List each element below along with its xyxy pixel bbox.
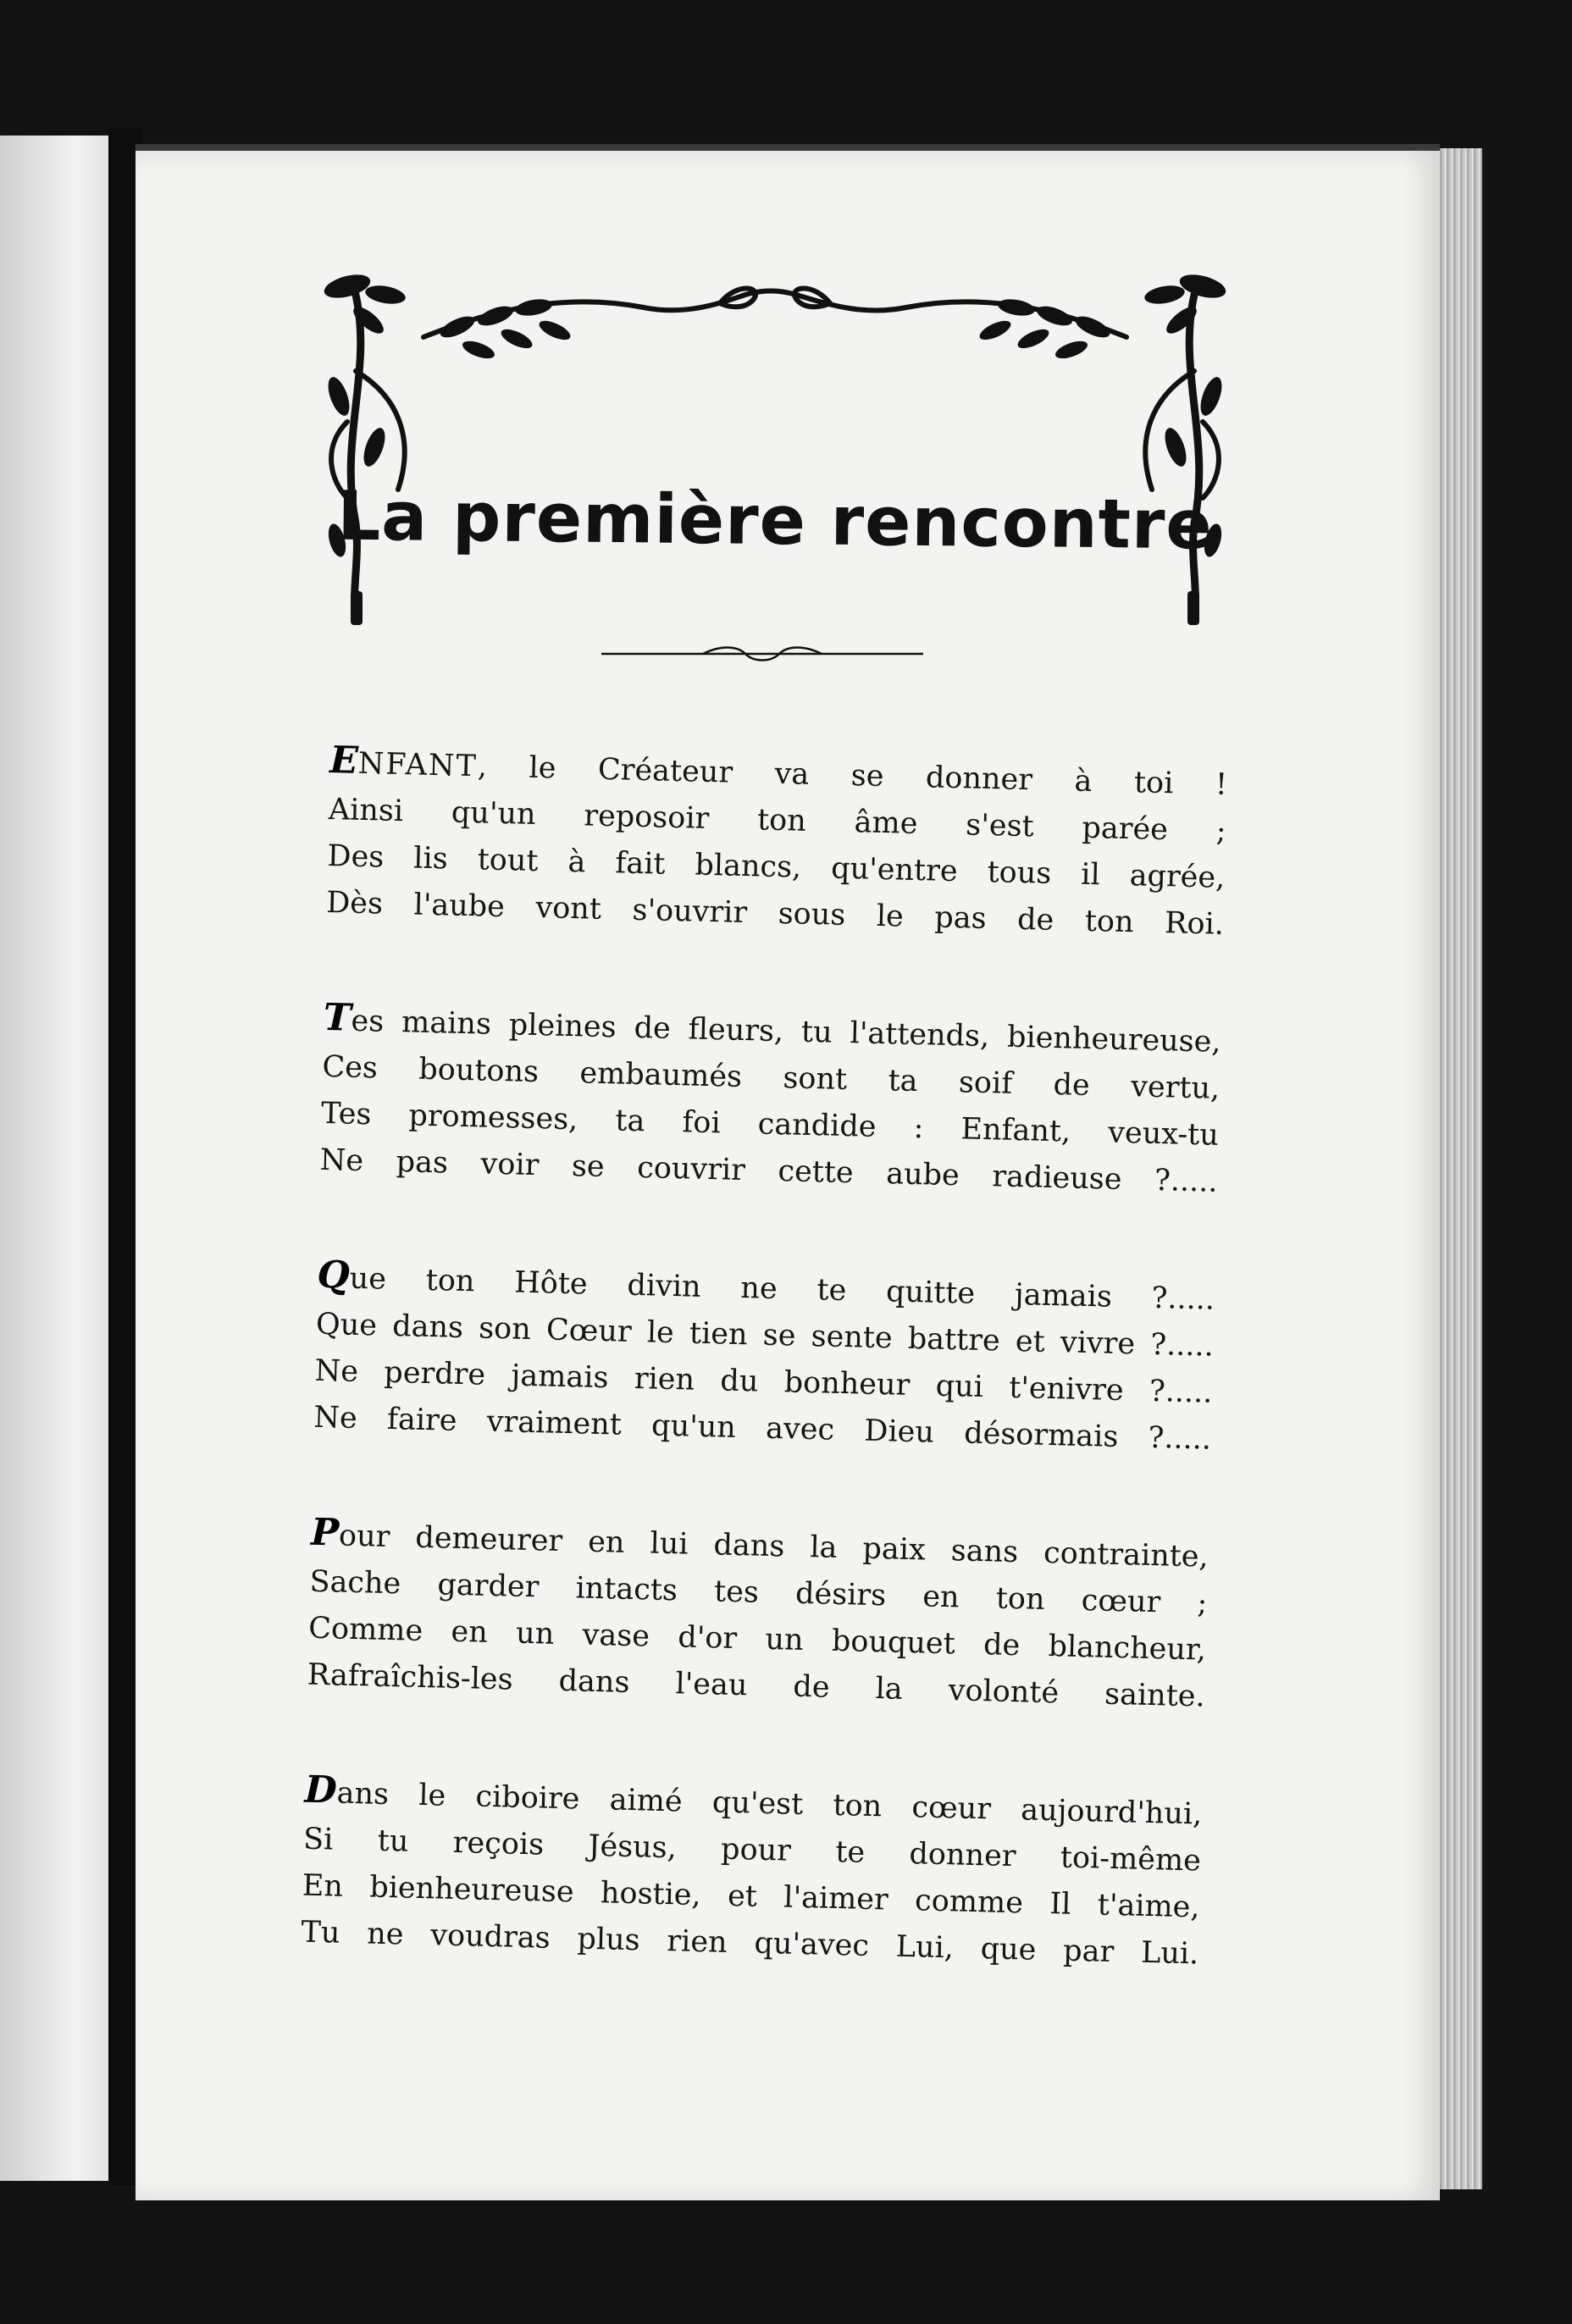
- stanza-1: [326, 737, 1228, 949]
- stanza-4: [307, 1509, 1209, 1721]
- drop-cap: T: [323, 995, 352, 1040]
- poem-line: Ne pas voir se couvrir cette aube radieuse ?.....: [319, 1143, 1218, 1199]
- poem-line: Sache garder intacts tes désirs en ton cœur ;: [309, 1564, 1208, 1621]
- stanza-5: [301, 1767, 1203, 1978]
- poem-line: Si tu reçois Jésus, pour te donner toi-même: [302, 1822, 1202, 1879]
- poem-line: Dès l'aube vont s'ouvrir sous le pas de ton Roi.: [325, 885, 1225, 942]
- poem-line: Tes promesses, ta foi candide : Enfant, veux-tu: [320, 1096, 1220, 1153]
- poem-line: Ne perdre jamais rien du bonheur qui t'enivre ?.....: [314, 1353, 1213, 1410]
- drop-cap: P: [310, 1510, 340, 1555]
- small-caps-lead: NFANT: [357, 746, 479, 784]
- poem-line: Des lis tout à fait blancs, qu'entre tous il agrée,: [327, 838, 1226, 895]
- drop-cap: E: [329, 738, 359, 783]
- poem-line: ENFANT, le Créateur va se donner à toi !: [329, 738, 1228, 802]
- poem-line: Rafraîchis-les dans l'eau de la volonté sainte.: [307, 1657, 1206, 1714]
- stanza-2: [319, 994, 1221, 1206]
- poem-line: Pour demeurer en lui dans la paix sans contrainte,: [310, 1510, 1209, 1574]
- poem-line: En bienheureuse hostie, et l'aimer comme Il t'aime,: [302, 1868, 1201, 1925]
- floral-ornament-frame: [322, 269, 1228, 625]
- ornamental-divider: [601, 645, 923, 662]
- poem-line: Que ton Hôte divin ne te quitte jamais ?.....: [316, 1253, 1215, 1317]
- poem: [299, 737, 1228, 2045]
- poem-line: Comme en un vase d'or un bouquet de blancheur,: [307, 1611, 1207, 1668]
- poem-line: Dans le ciboire aimé qu'est ton cœur aujourd'hui,: [303, 1768, 1203, 1832]
- poem-line: Tes mains pleines de fleurs, tu l'attends, bienheureuse,: [323, 995, 1221, 1060]
- poem-line: Que dans son Cœur le tien se sente battre et vivre ?.....: [315, 1307, 1215, 1364]
- drop-cap: Q: [316, 1253, 351, 1298]
- poem-line: Ainsi qu'un reposoir ton âme s'est parée ;: [328, 792, 1227, 849]
- poem-line: Ces boutons embaumés sont ta soif de vertu,: [321, 1049, 1221, 1106]
- stanza-3: [313, 1252, 1215, 1464]
- page-title: La première rencontre: [336, 476, 1214, 565]
- poem-line: Tu ne voudras plus rien qu'avec Lui, que par Lui.: [301, 1915, 1199, 1972]
- facing-page: [0, 136, 108, 2181]
- drop-cap: D: [303, 1768, 338, 1812]
- poem-line: Ne faire vraiment qu'un avec Dieu désormais ?.....: [313, 1400, 1212, 1457]
